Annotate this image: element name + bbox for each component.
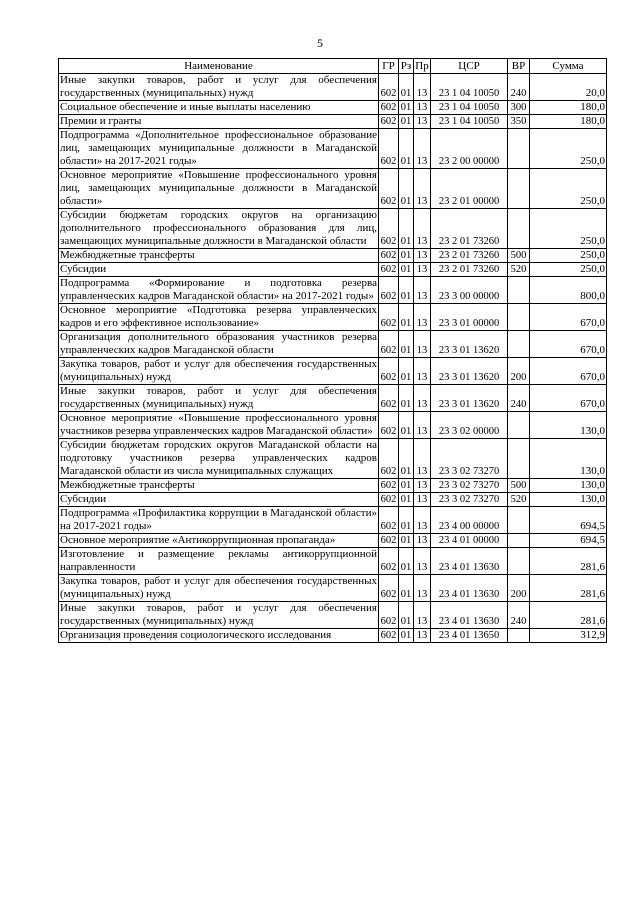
cell-name: Субсидии бюджетам городских округов на организацию дополнительного профессионального образования для лиц, замещающих муниципальные должности в Магаданской области [60, 209, 377, 247]
cell-gr: 602 [379, 507, 399, 534]
cell-name: Организация проведения социологического исследования [59, 629, 379, 643]
cell-pr: 13 [414, 331, 431, 358]
cell-gr: 602 [379, 115, 399, 129]
cell-name: Субсидии [59, 263, 379, 277]
cell-name: Иные закупки товаров, работ и услуг для обеспечения государственных (муниципальных) нужд [60, 74, 377, 99]
cell-pr: 13 [414, 101, 431, 115]
cell-sum: 694,5 [530, 534, 607, 548]
table-row [59, 602, 607, 629]
column-header-gr: ГР [379, 59, 399, 74]
table-row [59, 74, 607, 101]
cell-rz: 01 [399, 358, 414, 385]
cell-gr: 602 [379, 263, 399, 277]
cell-csr: 23 1 04 10050 [431, 115, 508, 129]
cell-gr: 602 [379, 169, 399, 209]
cell-sum: 670,0 [530, 358, 607, 385]
cell-gr: 602 [379, 439, 399, 479]
cell-name: Основное мероприятие «Подготовка резерва управленческих кадров и его эффективное использование» [60, 304, 377, 329]
cell-vr [508, 534, 530, 548]
cell-name: Подпрограмма «Формирование и подготовка резерва управленческих кадров Магаданской области» на 2017-2021 годы» [60, 277, 377, 302]
cell-csr: 23 3 01 13620 [431, 331, 508, 358]
cell-csr: 23 4 00 00000 [431, 507, 508, 534]
cell-rz: 01 [399, 493, 414, 507]
table-body [59, 74, 607, 643]
cell-pr: 13 [414, 493, 431, 507]
cell-vr: 500 [508, 249, 530, 263]
cell-vr [508, 507, 530, 534]
cell-rz: 01 [399, 277, 414, 304]
cell-pr: 13 [414, 507, 431, 534]
table-row [59, 575, 607, 602]
cell-pr: 13 [414, 249, 431, 263]
cell-vr: 520 [508, 263, 530, 277]
table-row [59, 277, 607, 304]
cell-sum: 250,0 [530, 249, 607, 263]
column-header-name: Наименование [59, 59, 379, 74]
table-row [59, 629, 607, 643]
page-number: 5 [317, 36, 323, 50]
cell-name: Иные закупки товаров, работ и услуг для обеспечения государственных (муниципальных) нужд [60, 602, 377, 627]
cell-gr: 602 [379, 74, 399, 101]
cell-rz: 01 [399, 507, 414, 534]
cell-rz: 01 [399, 439, 414, 479]
cell-gr: 602 [379, 575, 399, 602]
cell-vr: 200 [508, 358, 530, 385]
cell-pr: 13 [414, 602, 431, 629]
cell-pr: 13 [414, 534, 431, 548]
cell-name: Субсидии [59, 493, 379, 507]
cell-sum: 670,0 [530, 385, 607, 412]
cell-gr: 602 [379, 548, 399, 575]
table-row [59, 507, 607, 534]
column-header-pr: Пр [415, 59, 429, 72]
cell-rz: 01 [399, 304, 414, 331]
cell-pr: 13 [414, 412, 431, 439]
cell-name: Изготовление и размещение рекламы антикоррупционной направленности [60, 548, 377, 573]
cell-rz: 01 [399, 385, 414, 412]
cell-rz: 01 [399, 101, 414, 115]
column-header-rz: Рз [399, 59, 414, 74]
cell-csr: 23 3 00 00000 [431, 277, 508, 304]
cell-sum: 250,0 [530, 169, 607, 209]
table-row [59, 169, 607, 209]
cell-sum: 180,0 [530, 115, 607, 129]
cell-csr: 23 2 01 00000 [431, 169, 508, 209]
table-row [59, 209, 607, 249]
cell-vr [508, 439, 530, 479]
cell-gr: 602 [379, 209, 399, 249]
cell-vr: 500 [508, 479, 530, 493]
table-row [59, 304, 607, 331]
cell-pr: 13 [414, 385, 431, 412]
cell-sum: 281,6 [530, 575, 607, 602]
cell-pr: 13 [414, 358, 431, 385]
cell-vr [508, 129, 530, 169]
cell-vr: 520 [508, 493, 530, 507]
cell-gr: 602 [379, 385, 399, 412]
cell-vr: 350 [508, 115, 530, 129]
cell-pr: 13 [414, 439, 431, 479]
cell-sum: 180,0 [530, 101, 607, 115]
cell-name: Основное мероприятие «Повышение профессионального уровня лиц, замещающих муниципальные должности в Магаданской области» [60, 169, 377, 207]
cell-rz: 01 [399, 479, 414, 493]
cell-pr: 13 [414, 277, 431, 304]
table-row [59, 101, 607, 115]
table-row [59, 493, 607, 507]
cell-vr: 200 [508, 575, 530, 602]
cell-vr: 240 [508, 385, 530, 412]
cell-name: Подпрограмма «Дополнительное профессиональное образование лиц, замещающих муниципальные должности в Магаданской области» на 2017-2021 годы» [60, 129, 377, 167]
cell-sum: 250,0 [530, 129, 607, 169]
cell-rz: 01 [399, 412, 414, 439]
cell-csr: 23 2 01 73260 [431, 249, 508, 263]
cell-pr: 13 [414, 629, 431, 643]
table-row [59, 129, 607, 169]
cell-csr: 23 4 01 00000 [431, 534, 508, 548]
cell-csr: 23 1 04 10050 [431, 74, 508, 101]
cell-csr: 23 2 01 73260 [431, 263, 508, 277]
cell-sum: 694,5 [530, 507, 607, 534]
cell-rz: 01 [399, 629, 414, 643]
cell-csr: 23 4 01 13630 [431, 548, 508, 575]
cell-csr: 23 3 01 13620 [431, 385, 508, 412]
cell-gr: 602 [379, 101, 399, 115]
table-row [59, 249, 607, 263]
cell-sum: 250,0 [530, 263, 607, 277]
cell-gr: 602 [379, 304, 399, 331]
cell-name: Межбюджетные трансферты [59, 249, 379, 263]
cell-vr: 240 [508, 74, 530, 101]
cell-rz: 01 [399, 602, 414, 629]
cell-pr: 13 [414, 304, 431, 331]
cell-csr: 23 3 02 73270 [431, 439, 508, 479]
cell-sum: 130,0 [530, 479, 607, 493]
cell-pr: 13 [414, 209, 431, 249]
cell-name: Премии и гранты [59, 115, 379, 129]
cell-gr: 602 [379, 602, 399, 629]
cell-rz: 01 [399, 209, 414, 249]
table-row [59, 534, 607, 548]
table-row [59, 385, 607, 412]
cell-sum: 670,0 [530, 304, 607, 331]
cell-sum: 250,0 [530, 209, 607, 249]
cell-name: Социальное обеспечение и иные выплаты населению [59, 101, 379, 115]
column-header-sum: Сумма [530, 59, 607, 74]
cell-pr: 13 [414, 115, 431, 129]
cell-sum: 800,0 [530, 277, 607, 304]
cell-csr: 23 4 01 13650 [431, 629, 508, 643]
cell-vr: 240 [508, 602, 530, 629]
cell-rz: 01 [399, 129, 414, 169]
cell-csr: 23 1 04 10050 [431, 101, 508, 115]
cell-name: Межбюджетные трансферты [59, 479, 379, 493]
cell-sum: 312,9 [530, 629, 607, 643]
cell-rz: 01 [399, 548, 414, 575]
cell-pr: 13 [414, 548, 431, 575]
table-row [59, 263, 607, 277]
cell-vr: 300 [508, 101, 530, 115]
cell-rz: 01 [399, 169, 414, 209]
cell-sum: 130,0 [530, 412, 607, 439]
cell-gr: 602 [379, 129, 399, 169]
cell-vr [508, 209, 530, 249]
column-header-csr: ЦСР [431, 59, 508, 74]
cell-gr: 602 [379, 277, 399, 304]
cell-rz: 01 [399, 263, 414, 277]
cell-pr: 13 [414, 129, 431, 169]
cell-gr: 602 [379, 412, 399, 439]
cell-sum: 130,0 [530, 439, 607, 479]
cell-rz: 01 [399, 249, 414, 263]
cell-rz: 01 [399, 575, 414, 602]
table-row [59, 331, 607, 358]
cell-sum: 130,0 [530, 493, 607, 507]
cell-csr: 23 3 02 73270 [431, 479, 508, 493]
cell-gr: 602 [379, 358, 399, 385]
cell-vr [508, 304, 530, 331]
cell-csr: 23 4 01 13630 [431, 575, 508, 602]
budget-table [58, 58, 607, 643]
cell-rz: 01 [399, 331, 414, 358]
cell-pr: 13 [414, 575, 431, 602]
cell-sum: 281,6 [530, 602, 607, 629]
table-row [59, 412, 607, 439]
cell-pr: 13 [414, 479, 431, 493]
cell-pr: 13 [414, 74, 431, 101]
cell-csr: 23 3 02 00000 [431, 412, 508, 439]
cell-vr [508, 169, 530, 209]
cell-name: Организация дополнительного образования участников резерва управленческих кадров Магаданской области [60, 331, 377, 356]
cell-sum: 670,0 [530, 331, 607, 358]
cell-gr: 602 [379, 249, 399, 263]
cell-name: Подпрограмма «Профилактика коррупции в Магаданской области» на 2017-2021 годы» [60, 507, 377, 532]
cell-csr: 23 3 02 73270 [431, 493, 508, 507]
cell-gr: 602 [379, 493, 399, 507]
cell-sum: 20,0 [530, 74, 607, 101]
table-row [59, 439, 607, 479]
cell-name: Иные закупки товаров, работ и услуг для обеспечения государственных (муниципальных) нужд [60, 385, 377, 410]
cell-sum: 281,6 [530, 548, 607, 575]
cell-gr: 602 [379, 629, 399, 643]
cell-name: Закупка товаров, работ и услуг для обеспечения государственных (муниципальных) нужд [60, 575, 377, 600]
cell-vr [508, 629, 530, 643]
cell-rz: 01 [399, 534, 414, 548]
cell-pr: 13 [414, 263, 431, 277]
cell-vr [508, 277, 530, 304]
cell-csr: 23 4 01 13630 [431, 602, 508, 629]
cell-name: Основное мероприятие «Повышение профессионального уровня участников резерва управленческих кадров Магаданской области» [60, 412, 377, 437]
cell-csr: 23 2 00 00000 [431, 129, 508, 169]
cell-csr: 23 3 01 00000 [431, 304, 508, 331]
cell-name: Закупка товаров, работ и услуг для обеспечения государственных (муниципальных) нужд [60, 358, 377, 383]
cell-name: Основное мероприятие «Антикоррупционная пропаганда» [59, 534, 379, 548]
cell-gr: 602 [379, 479, 399, 493]
cell-gr: 602 [379, 331, 399, 358]
cell-rz: 01 [399, 115, 414, 129]
cell-pr: 13 [414, 169, 431, 209]
cell-gr: 602 [379, 534, 399, 548]
cell-vr [508, 412, 530, 439]
cell-rz: 01 [399, 74, 414, 101]
cell-name: Субсидии бюджетам городских округов Магаданской области на подготовку участников резерва управленческих кадров Магаданской области из числа муниципальных служащих [60, 439, 377, 477]
table-row [59, 358, 607, 385]
cell-vr [508, 331, 530, 358]
table-header [59, 59, 607, 74]
table-row [59, 479, 607, 493]
table-row [59, 115, 607, 129]
cell-csr: 23 3 01 13620 [431, 358, 508, 385]
cell-csr: 23 2 01 73260 [431, 209, 508, 249]
table-row [59, 548, 607, 575]
column-header-vr: ВР [508, 59, 530, 74]
cell-vr [508, 548, 530, 575]
